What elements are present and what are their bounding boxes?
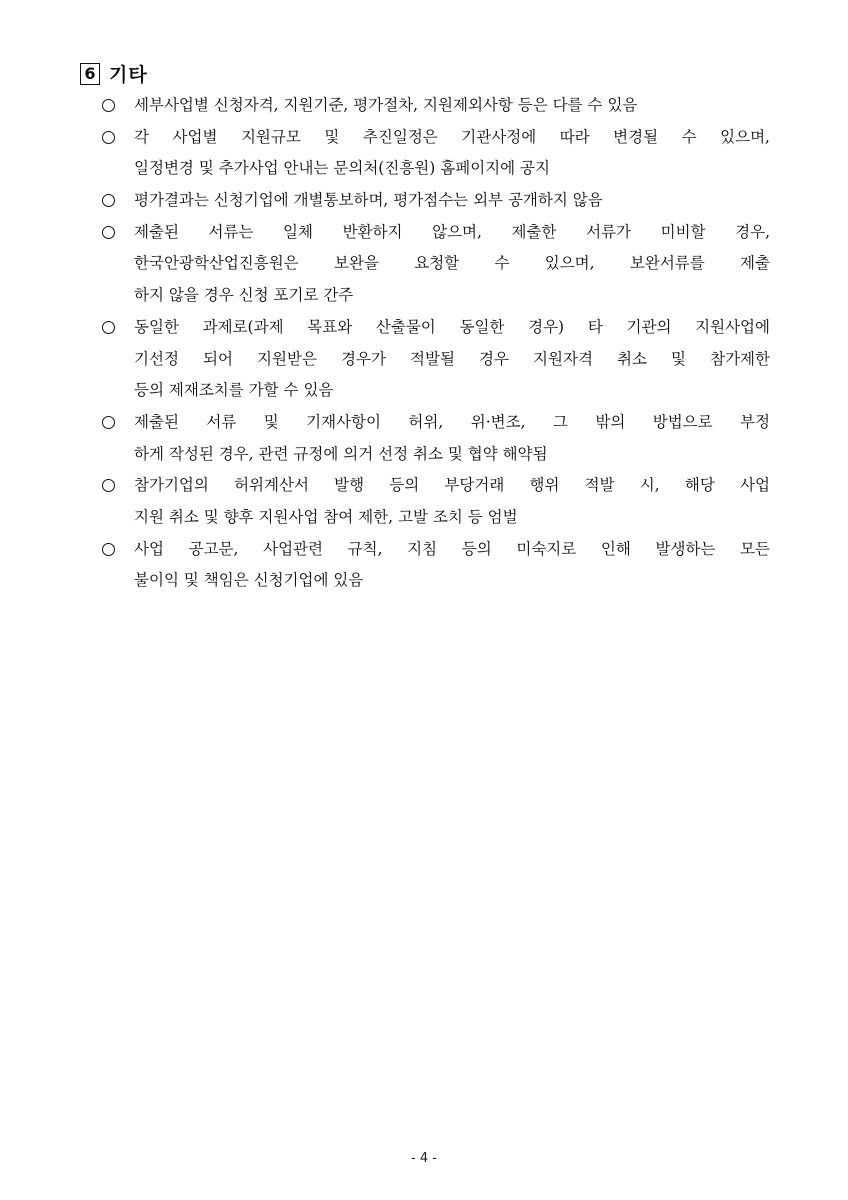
notice-item-line: 일정변경 및 추가사업 안내는 문의처(진흥원) 홈페이지에 공지 [134,159,550,178]
notice-item [102,90,770,122]
circle-bullet-icon [102,321,115,334]
circle-bullet-icon [102,479,115,492]
notice-item-line: 세부사업별 신청자격, 지원기준, 평가절차, 지원제외사항 등은 다를 수 있음 [134,96,638,114]
section-header [80,60,148,87]
notice-item [102,407,770,470]
notice-item [102,185,770,217]
circle-bullet-icon [102,194,115,207]
section-title: 기타 [109,64,148,86]
section-number-box: 6 [80,63,100,85]
circle-bullet-icon [102,543,115,556]
notice-item-line: 제출된 서류는 일체 반환하지 않으며, 제출한 서류가 미비할 경우, [134,222,770,241]
notice-list [102,90,770,597]
notice-item-line: 동일한 과제로(과제 목표와 산출물이 동일한 경우) 타 기관의 지원사업에 [134,317,770,336]
notice-item [102,217,770,312]
notice-item [102,534,770,597]
notice-item-line: 사업 공고문, 사업관련 규칙, 지침 등의 미숙지로 인해 발생하는 모든 [134,539,770,558]
notice-item-line: 평가결과는 신청기업에 개별통보하며, 평가점수는 외부 공개하지 않음 [134,191,603,210]
notice-item-line: 한국안광학산업진흥원은 보완을 요청할 수 있으며, 보완서류를 제출 [134,254,770,273]
notice-item-line: 하지 않을 경우 신청 포기로 간주 [134,286,354,305]
circle-bullet-icon [102,416,115,429]
notice-item [102,122,770,185]
notice-item [102,312,770,407]
notice-item-line: 기선정 되어 지원받은 경우가 적발될 경우 지원자격 취소 및 참가제한 [134,349,770,368]
notice-item-line: 각 사업별 지원규모 및 추진일정은 기관사정에 따라 변경될 수 있으며, [134,127,770,146]
notice-item [102,470,770,533]
notice-item-line: 등의 제재조치를 가할 수 있음 [134,381,334,400]
circle-bullet-icon [102,99,115,112]
notice-item-line: 제출된 서류 및 기재사항이 허위, 위·변조, 그 밖의 방법으로 부정 [134,412,770,431]
circle-bullet-icon [102,226,115,239]
circle-bullet-icon [102,131,115,144]
page-number: - 4 - [411,1151,437,1166]
notice-item-line: 하게 작성된 경우, 관련 규정에 의거 선정 취소 및 협약 해약됨 [134,444,548,463]
notice-item-line: 지원 취소 및 향후 지원사업 참여 제한, 고발 조치 등 엄벌 [134,507,518,526]
notice-item-line: 불이익 및 책임은 신청기업에 있음 [134,571,364,590]
notice-item-line: 참가기업의 허위계산서 발행 등의 부당거래 행위 적발 시, 해당 사업 [134,476,770,495]
